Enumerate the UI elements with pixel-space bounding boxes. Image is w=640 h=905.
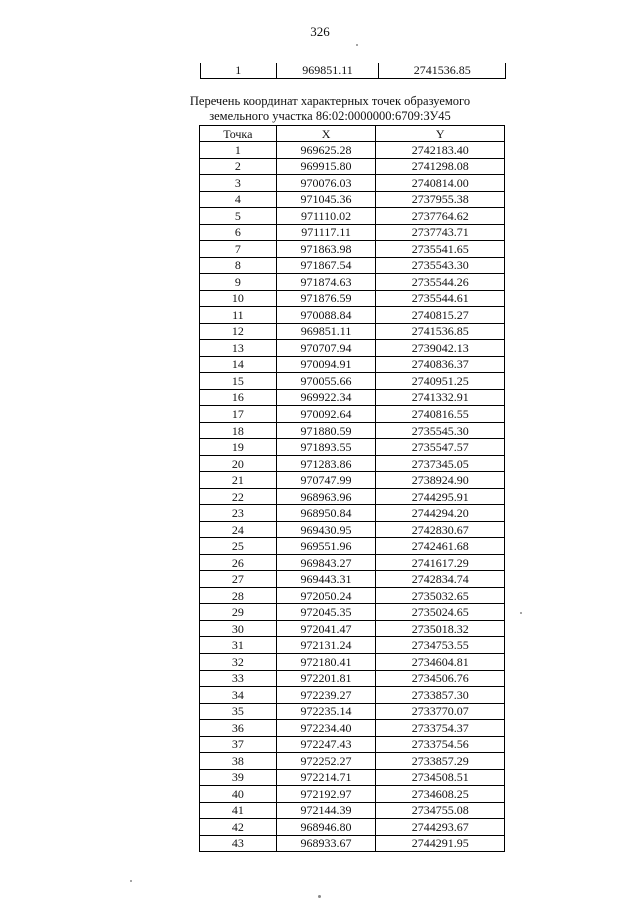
table-row — [200, 753, 505, 770]
y-cell: 2740815.27 — [376, 307, 505, 324]
table-row — [200, 769, 505, 786]
table-row — [200, 637, 505, 654]
point-cell: 32 — [200, 653, 277, 670]
x-cell: 970092.64 — [276, 406, 376, 423]
point-cell: 39 — [200, 769, 277, 786]
y-cell: 2741617.29 — [376, 554, 505, 571]
point-cell: 40 — [200, 786, 277, 803]
y-cell: 2734755.08 — [376, 802, 505, 819]
table-row — [200, 323, 505, 340]
table-row — [200, 290, 505, 307]
y-cell: 2744294.20 — [376, 505, 505, 522]
y-cell: 2742461.68 — [376, 538, 505, 555]
y-cell: 2735545.30 — [376, 422, 505, 439]
x-cell: 969625.28 — [276, 142, 376, 159]
table-row — [200, 422, 505, 439]
point-cell: 14 — [200, 356, 277, 373]
x-cell: 971117.11 — [276, 224, 376, 241]
y-cell: 2744295.91 — [376, 488, 505, 505]
y-cell: 2739042.13 — [376, 340, 505, 357]
x-cell: 969922.34 — [276, 389, 376, 406]
point-cell: 8 — [200, 257, 277, 274]
point-cell: 42 — [200, 819, 277, 836]
scan-speck — [318, 895, 321, 898]
x-cell: 972234.40 — [276, 720, 376, 737]
point-cell: 7 — [200, 241, 277, 258]
point-cell: 34 — [200, 687, 277, 704]
y-cell: 2735024.65 — [376, 604, 505, 621]
table-row — [200, 406, 505, 423]
y-cell: 2735544.61 — [376, 290, 505, 307]
x-cell: 972201.81 — [276, 670, 376, 687]
table-row — [200, 802, 505, 819]
x-cell: 969430.95 — [276, 521, 376, 538]
y-cell: 2733770.07 — [376, 703, 505, 720]
table-row — [200, 538, 505, 555]
y-cell: 2737743.71 — [376, 224, 505, 241]
y-cell: 2735018.32 — [376, 620, 505, 637]
point-cell: 19 — [200, 439, 277, 456]
table-row — [200, 554, 505, 571]
x-cell: 970747.99 — [276, 472, 376, 489]
y-cell: 2742183.40 — [376, 142, 505, 159]
point-cell: 28 — [200, 587, 277, 604]
point-cell: 13 — [200, 340, 277, 357]
page-number: 326 — [310, 24, 330, 39]
x-cell: 970707.94 — [276, 340, 376, 357]
x-cell: 971283.86 — [276, 455, 376, 472]
y-cell: 2738924.90 — [376, 472, 505, 489]
table-row — [200, 340, 505, 357]
y-cell: 2735547.57 — [376, 439, 505, 456]
y-cell: 2737345.05 — [376, 455, 505, 472]
table-row — [200, 620, 505, 637]
point-cell: 10 — [200, 290, 277, 307]
x-cell: 972041.47 — [276, 620, 376, 637]
point-cell: 16 — [200, 389, 277, 406]
y-cell: 2740836.37 — [376, 356, 505, 373]
x-cell: 969551.96 — [276, 538, 376, 555]
point-cell: 5 — [200, 208, 277, 225]
table-row — [200, 224, 505, 241]
y-cell: 2734506.76 — [376, 670, 505, 687]
y-cell: 2737764.62 — [376, 208, 505, 225]
point-cell: 11 — [200, 307, 277, 324]
x-cell: 970076.03 — [276, 175, 376, 192]
x-cell: 972050.24 — [276, 587, 376, 604]
x-cell: 968946.80 — [276, 819, 376, 836]
point-cell: 26 — [200, 554, 277, 571]
table-row — [200, 521, 505, 538]
point-cell: 2 — [200, 158, 277, 175]
y-cell: 2734604.81 — [376, 653, 505, 670]
table-row — [200, 158, 505, 175]
x-cell: 970088.84 — [276, 307, 376, 324]
point-cell: 37 — [200, 736, 277, 753]
y-cell: 2740814.00 — [376, 175, 505, 192]
header-y: Y — [376, 126, 505, 142]
point-cell: 15 — [200, 373, 277, 390]
point-cell: 41 — [200, 802, 277, 819]
y-cell: 2733857.29 — [376, 753, 505, 770]
y-cell: 2741298.08 — [376, 158, 505, 175]
table-row — [200, 389, 505, 406]
table-row — [200, 587, 505, 604]
point-cell: 35 — [200, 703, 277, 720]
point-cell: 29 — [200, 604, 277, 621]
table-row — [200, 439, 505, 456]
header-x: X — [276, 126, 376, 142]
x-cell: 969851.11 — [276, 63, 379, 79]
table-row — [200, 472, 505, 489]
y-cell: 2744293.67 — [376, 819, 505, 836]
y-cell: 2741536.85 — [376, 323, 505, 340]
point-cell: 6 — [200, 224, 277, 241]
table-row — [200, 653, 505, 670]
y-cell: 2742834.74 — [376, 571, 505, 588]
x-cell: 970094.91 — [276, 356, 376, 373]
x-cell: 969843.27 — [276, 554, 376, 571]
table-row — [200, 786, 505, 803]
y-cell: 2735541.65 — [376, 241, 505, 258]
continued-table-fragment — [200, 63, 506, 79]
table-row — [200, 307, 505, 324]
table-row — [200, 455, 505, 472]
x-cell: 972214.71 — [276, 769, 376, 786]
table-row — [200, 241, 505, 258]
scan-speck — [520, 612, 522, 614]
x-cell: 971876.59 — [276, 290, 376, 307]
point-cell: 31 — [200, 637, 277, 654]
x-cell: 971874.63 — [276, 274, 376, 291]
point-cell: 23 — [200, 505, 277, 522]
x-cell: 971045.36 — [276, 191, 376, 208]
x-cell: 972180.41 — [276, 653, 376, 670]
point-cell: 20 — [200, 455, 277, 472]
x-cell: 972045.35 — [276, 604, 376, 621]
y-cell: 2734608.25 — [376, 786, 505, 803]
x-cell: 971893.55 — [276, 439, 376, 456]
x-cell: 968933.67 — [276, 835, 376, 852]
y-cell: 2733754.56 — [376, 736, 505, 753]
y-cell: 2733754.37 — [376, 720, 505, 737]
y-cell: 2742830.67 — [376, 521, 505, 538]
y-cell: 2734753.55 — [376, 637, 505, 654]
point-cell: 25 — [200, 538, 277, 555]
table-row — [200, 356, 505, 373]
point-cell: 9 — [200, 274, 277, 291]
point-cell: 1 — [200, 142, 277, 159]
x-cell: 972131.24 — [276, 637, 376, 654]
y-cell: 2735032.65 — [376, 587, 505, 604]
x-cell: 971863.98 — [276, 241, 376, 258]
x-cell: 972144.39 — [276, 802, 376, 819]
table-row — [200, 208, 505, 225]
table-row — [200, 819, 505, 836]
table-row — [200, 571, 505, 588]
y-cell: 2740816.55 — [376, 406, 505, 423]
x-cell: 971880.59 — [276, 422, 376, 439]
table-row — [200, 670, 505, 687]
point-cell: 3 — [200, 175, 277, 192]
point-cell: 38 — [200, 753, 277, 770]
scan-speck — [130, 880, 132, 882]
table-row — [200, 835, 505, 852]
point-cell: 4 — [200, 191, 277, 208]
x-cell: 972247.43 — [276, 736, 376, 753]
table-row — [200, 191, 505, 208]
x-cell: 969443.31 — [276, 571, 376, 588]
x-cell: 971110.02 — [276, 208, 376, 225]
x-cell: 969851.11 — [276, 323, 376, 340]
table-caption-line-2: земельного участка 86:02:0000000:6709:ЗУ45 — [209, 109, 451, 123]
y-cell: 2741536.85 — [379, 63, 506, 79]
y-cell: 2735543.30 — [376, 257, 505, 274]
y-cell: 2733857.30 — [376, 687, 505, 704]
scan-speck — [356, 44, 358, 46]
header-point: Точка — [200, 126, 277, 142]
table-row — [200, 604, 505, 621]
x-cell: 972252.27 — [276, 753, 376, 770]
point-cell: 27 — [200, 571, 277, 588]
table-row — [200, 373, 505, 390]
x-cell: 972239.27 — [276, 687, 376, 704]
y-cell: 2735544.26 — [376, 274, 505, 291]
y-cell: 2737955.38 — [376, 191, 505, 208]
x-cell: 972192.97 — [276, 786, 376, 803]
table-row — [200, 175, 505, 192]
point-cell: 17 — [200, 406, 277, 423]
table-row — [201, 63, 506, 79]
point-cell: 1 — [201, 63, 277, 79]
point-cell: 36 — [200, 720, 277, 737]
point-cell: 33 — [200, 670, 277, 687]
point-cell: 18 — [200, 422, 277, 439]
point-cell: 30 — [200, 620, 277, 637]
point-cell: 22 — [200, 488, 277, 505]
point-cell: 43 — [200, 835, 277, 852]
table-row — [200, 736, 505, 753]
coordinates-table — [199, 125, 505, 852]
point-cell: 12 — [200, 323, 277, 340]
y-cell: 2744291.95 — [376, 835, 505, 852]
table-row — [200, 488, 505, 505]
x-cell: 970055.66 — [276, 373, 376, 390]
table-row — [200, 703, 505, 720]
point-cell: 24 — [200, 521, 277, 538]
point-cell: 21 — [200, 472, 277, 489]
table-row — [200, 142, 505, 159]
table-row — [200, 257, 505, 274]
x-cell: 972235.14 — [276, 703, 376, 720]
y-cell: 2740951.25 — [376, 373, 505, 390]
y-cell: 2734508.51 — [376, 769, 505, 786]
table-row — [200, 505, 505, 522]
header-row — [200, 126, 505, 142]
table-row — [200, 687, 505, 704]
table-row — [200, 274, 505, 291]
x-cell: 969915.80 — [276, 158, 376, 175]
x-cell: 968963.96 — [276, 488, 376, 505]
x-cell: 968950.84 — [276, 505, 376, 522]
table-row — [200, 720, 505, 737]
x-cell: 971867.54 — [276, 257, 376, 274]
y-cell: 2741332.91 — [376, 389, 505, 406]
table-caption-line-1: Перечень координат характерных точек образуемого — [189, 94, 471, 108]
